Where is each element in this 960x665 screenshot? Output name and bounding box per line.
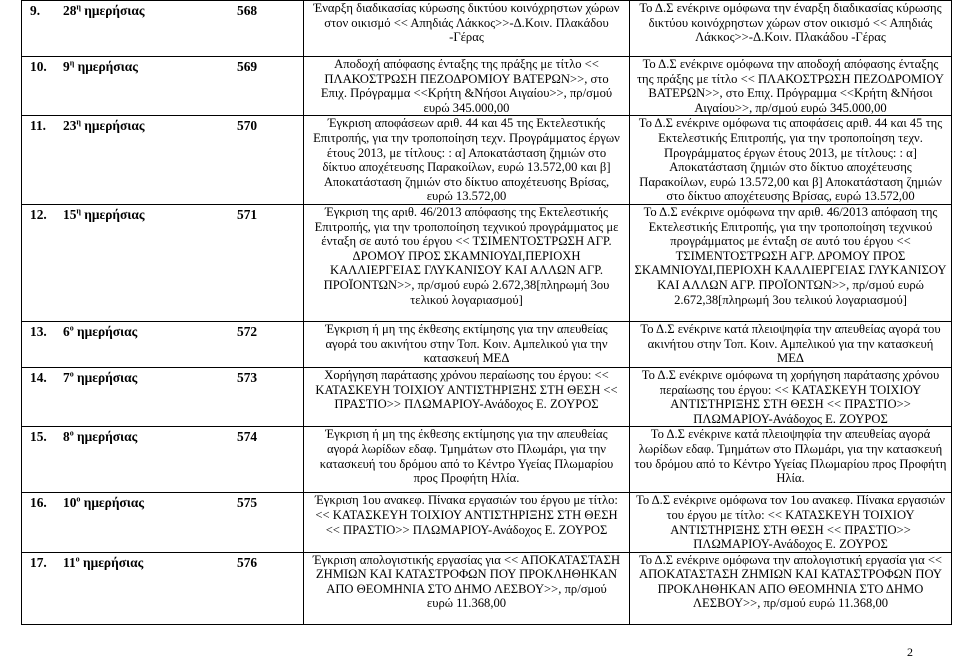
item-number: 11. xyxy=(30,118,46,134)
item-heading xyxy=(26,116,299,133)
agenda-ordinal: η xyxy=(76,206,81,216)
agenda-number: 10 xyxy=(63,495,77,511)
item-number: 14. xyxy=(30,369,47,385)
agenda-number: 8 xyxy=(63,429,70,445)
minutes-row xyxy=(22,204,952,321)
subject-cell xyxy=(304,493,630,552)
item-cell xyxy=(22,367,304,426)
item-heading xyxy=(26,205,299,222)
decision-text: Το Δ.Σ ενέκρινε ομόφωνα τη χορήγηση παράτασης χρόνου περαίωσης του έργου: << ΚΑΤΑΣΚΕΥΗ ΤΟΙΧΙΟΥ ΑΝΤΙΣΤΗΡΙΞΗΣ ΣΤΗ ΘΕΣΗ << ΠΡΑΣΤΙΟ>> ΠΛΩΜΑΡΙΟΥ-Ανάδοχος Ε. ΖΟΥΡΟΣ xyxy=(641,367,940,426)
agenda-item xyxy=(63,3,237,18)
item-heading xyxy=(26,368,299,385)
decision-number: 570 xyxy=(237,118,258,134)
subject-text: Έγκριση της αριθ. 46/2013 απόφασης της Εκτελεστικής Επιτροπής, για την τροποποίηση τεχνικού προγράμματος με ένταξη σε αυτό του έργου << ΤΣΙΜΕΝΤΟΣΤΡΩΣΗ ΑΓΡ. ΔΡΟΜΟΥ ΠΡΟΣ ΣΚΑΜΝΙΟΥΔΙ,ΠΕΡΙΟΧΗ ΚΑΛΛΙΕΡΓΕΙΑΣ ΓΛΥΚΑΝΙΣΟΥ ΚΑΙ ΑΛΛΩΝ ΑΓΡ. ΠΡΟΪΟΝΤΩΝ>>, πρ/σμού ευρώ 2.672,38[πληρωμή 3ου τελικού λογαριασμού] xyxy=(314,204,619,307)
decision-text: Το Δ.Σ ενέκρινε κατά πλειοψηφία την απευθείας αγορά του ακινήτου στην Τοπ. Κοιν. Αμπελικού για την κατασκευή ΜΕΔ xyxy=(640,321,941,366)
decision-number: 575 xyxy=(237,495,258,511)
agenda-number: 6 xyxy=(63,323,70,339)
agenda-label: ημερήσιας xyxy=(80,118,145,134)
minutes-row xyxy=(22,552,952,624)
agenda-item xyxy=(63,118,237,133)
minutes-row xyxy=(22,493,952,552)
decision-cell xyxy=(630,321,952,367)
item-cell xyxy=(22,1,304,57)
decision-number: 576 xyxy=(237,554,258,570)
item-heading xyxy=(26,1,299,18)
agenda-ordinal: η xyxy=(76,2,81,12)
subject-cell xyxy=(304,427,630,493)
subject-cell xyxy=(304,367,630,426)
agenda-ordinal: ο xyxy=(69,323,74,333)
minutes-table xyxy=(21,0,952,625)
agenda-number: 11 xyxy=(63,554,76,570)
subject-text: Έγκριση ή μη της έκθεσης εκτίμησης για την απευθείας αγορά λωρίδων εδαφ. Τμημάτων στο Πλωμάρι, για την κατασκευή του δρόμου από το Κέντρο Υγείας Πλωμαρίου προς Προφήτη Ηλία. xyxy=(319,427,614,486)
item-cell xyxy=(22,116,304,205)
subject-text: Έγκριση αποφάσεων αριθ. 44 και 45 της Εκτελεστικής Επιτροπής, για την τροποποίηση τεχν. Προγράμματος έργων έτους 2013, με τίτλους: : α] Αποκατάσταση ζημιών στο δίκτυο αποχέτευσης Παρακοίλων, ευρώ 13.572,00 και β] Αποκατάσταση ζημιών στο δίκτυο αποχέτευσης Βρίσας, ευρώ 13.572,00 xyxy=(313,116,620,204)
minutes-row xyxy=(22,57,952,116)
decision-text: Το Δ.Σ ενέκρινε ομόφωνα τον 1ου ανακεφ. Πίνακα εργασιών του έργου με τίτλο: << ΚΑΤΑΣΚΕΥΗ ΤΟΙΧΙΟΥ ΑΝΤΙΣΤΗΡΙΞΗΣ ΣΤΗ ΘΕΣΗ << ΠΡΑΣΤΙΟ>> ΠΛΩΜΑΡΙΟΥ-Ανάδοχος Ε. ΖΟΥΡΟΣ xyxy=(636,493,945,552)
decision-text: Το Δ.Σ ενέκρινε ομόφωνα τις αποφάσεις αριθ. 44 και 45 της Εκτελεστικής Επιτροπής, για την τροποποίηση τεχν. Προγράμματος έργων έτους 2013, με τίτλους: : α] Αποκατάσταση ζημιών στο δίκτυο αποχέτευσης Παρακοίλων, ευρώ 13.572,00 και β] Αποκατάσταση ζημιών στο δίκτυο αποχέτευσης Βρίσας, ευρώ 13.572,00 xyxy=(638,116,943,204)
agenda-number: 7 xyxy=(63,369,70,385)
item-number: 15. xyxy=(30,429,47,445)
item-number: 16. xyxy=(30,495,47,511)
agenda-item xyxy=(63,324,237,339)
subject-text: Έναρξη διαδικασίας κύρωσης δικτύου κοινόχρηστων χώρων στον οικισμό << Απηδιάς Λάκκος>>-Δ.Κοιν. Πλακάδου -Γέρας xyxy=(313,1,620,45)
item-number: 13. xyxy=(30,323,47,339)
agenda-number: 9 xyxy=(63,59,70,74)
decision-cell xyxy=(630,552,952,624)
decision-text: Το Δ.Σ ενέκρινε ομόφωνα την έναρξη διαδικασίας κύρωσης δικτύου κοινόχρηστων χώρων στον οικισμό << Απηδιάς Λάκκος>>-Δ.Κοιν. Πλακάδου -Γέρας xyxy=(639,1,942,45)
decision-number: 573 xyxy=(237,369,258,385)
item-heading xyxy=(26,427,299,444)
subject-text: Έγκριση απολογιστικής εργασίας για << ΑΠΟΚΑΤΑΣΤΑΣΗ ΖΗΜΙΩΝ ΚΑΙ ΚΑΤΑΣΤΡΟΦΩΝ ΠΟΥ ΠΡΟΚΛΗΘΗΚΑΝ ΑΠΟ ΘΕΟΜΗΝΙΑ ΣΤΟ ΔΗΜΟ ΛΕΣΒΟΥ>>, πρ/σμού ευρώ 11.368,00 xyxy=(312,552,621,611)
agenda-number: 15 xyxy=(63,206,77,222)
decision-text: Το Δ.Σ ενέκρινε κατά πλειοψηφία την απευθείας αγορά λωρίδων εδαφ. Τμημάτων στο Πλωμάρι, για την κατασκευή του δρόμου από το Κέντρο Υγείας Πλωμαρίου προς Προφήτη Ηλία. xyxy=(634,427,947,486)
item-cell xyxy=(22,427,304,493)
item-number: 17. xyxy=(30,554,47,570)
agenda-item xyxy=(63,370,237,385)
agenda-ordinal: ο xyxy=(69,369,74,379)
item-heading xyxy=(26,322,299,339)
minutes-row xyxy=(22,427,952,493)
subject-cell xyxy=(304,116,630,205)
decision-cell xyxy=(630,367,952,426)
decision-number: 571 xyxy=(237,206,258,222)
minutes-row xyxy=(22,321,952,367)
agenda-label: ημερήσιας xyxy=(80,206,145,222)
subject-cell xyxy=(304,321,630,367)
item-heading xyxy=(26,57,299,74)
item-heading xyxy=(26,553,299,570)
agenda-number: 28 xyxy=(63,3,77,18)
decision-text: Το Δ.Σ ενέκρινε ομόφωνα την αποδοχή απόφασης ένταξης της πράξης με τίτλο << ΠΛΑΚΟΣΤΡΩΣΗ ΠΕΖΟΔΡΟΜΙΟΥ ΒΑΤΕΡΩΝ>>, στο Επιχ. Πρόγραμμα <<Κρήτη &Νήσοι Αιγαίου>>, πρ/σμού ευρώ 345.000,00 xyxy=(637,57,944,115)
minutes-table-body xyxy=(22,1,952,625)
subject-cell xyxy=(304,1,630,57)
agenda-label: ημερήσιας xyxy=(73,369,138,385)
subject-text: Έγκριση 1ου ανακεφ. Πίνακα εργασιών του έργου με τίτλο: << ΚΑΤΑΣΚΕΥΗ ΤΟΙΧΙΟΥ ΑΝΤΙΣΤΗΡΙΞΗΣ ΣΤΗ ΘΕΣΗ << ΠΡΑΣΤΙΟ>> ΠΛΩΜΑΡΙΟΥ-Ανάδοχος Ε. ΖΟΥΡΟΣ xyxy=(315,493,618,537)
minutes-row xyxy=(22,367,952,426)
agenda-label: ημερήσιας xyxy=(80,495,144,511)
item-number: 10. xyxy=(30,59,47,74)
agenda-item xyxy=(63,207,237,222)
item-cell xyxy=(22,493,304,552)
decision-number: 569 xyxy=(237,59,258,74)
item-cell xyxy=(22,552,304,624)
agenda-item xyxy=(63,495,237,510)
page-number: 2 xyxy=(907,645,913,659)
decision-cell xyxy=(630,1,952,57)
subject-text: Αποδοχή απόφασης ένταξης της πράξης με τίτλο << ΠΛΑΚΟΣΤΡΩΣΗ ΠΕΖΟΔΡΟΜΙΟΥ ΒΑΤΕΡΩΝ>>, στο Επιχ. Πρόγραμμα <<Κρήτη &Νήσοι Αιγαίου>>, πρ/σμού ευρώ 345.000,00 xyxy=(320,57,613,115)
item-cell xyxy=(22,204,304,321)
agenda-item xyxy=(63,429,237,444)
decision-cell xyxy=(630,493,952,552)
subject-cell xyxy=(304,204,630,321)
decision-cell xyxy=(630,204,952,321)
item-cell xyxy=(22,321,304,367)
agenda-label: ημερήσιας xyxy=(80,3,145,18)
subject-cell xyxy=(304,552,630,624)
item-cell xyxy=(22,57,304,116)
decision-text: Το Δ.Σ ενέκρινε ομόφωνα την απολογιστική εργασία για << ΑΠΟΚΑΤΑΣΤΑΣΗ ΖΗΜΙΩΝ ΚΑΙ ΚΑΤΑΣΤΡΟΦΩΝ ΠΟΥ ΠΡΟΚΛΗΘΗΚΑΝ ΑΠΟ ΘΕΟΜΗΝΙΑ ΣΤΟ ΔΗΜΟ ΛΕΣΒΟΥ>>, πρ/σμού ευρώ 11.368,00 xyxy=(638,552,943,611)
agenda-label: ημερήσιας xyxy=(79,554,144,570)
agenda-label: ημερήσιας xyxy=(73,429,138,445)
subject-text: Χορήγηση παράτασης χρόνου περαίωσης του έργου: << ΚΑΤΑΣΚΕΥΗ ΤΟΙΧΙΟΥ ΑΝΤΙΣΤΗΡΙΞΗΣ ΣΤΗ ΘΕΣΗ << ΠΡΑΣΤΙΟ>> ΠΛΩΜΑΡΙΟΥ-Ανάδοχος Ε. ΖΟΥΡΟΣ xyxy=(315,367,618,412)
minutes-row xyxy=(22,116,952,205)
decision-cell xyxy=(630,116,952,205)
agenda-label: ημερήσιας xyxy=(73,323,138,339)
decision-number: 568 xyxy=(237,3,258,18)
agenda-number: 23 xyxy=(63,118,77,134)
agenda-ordinal: η xyxy=(76,117,81,127)
item-number: 9. xyxy=(30,3,41,18)
decision-cell xyxy=(630,427,952,493)
agenda-item xyxy=(63,555,237,570)
decision-number: 572 xyxy=(237,323,258,339)
subject-cell xyxy=(304,57,630,116)
decision-text: Το Δ.Σ ενέκρινε ομόφωνα την αριθ. 46/2013 απόφαση της Εκτελεστικής Επιτροπής, για την τροποποίηση τεχνικού προγράμματος με ένταξη σε αυτό του έργου << ΤΣΙΜΕΝΤΟΣΤΡΩΣΗ ΑΓΡ. ΔΡΟΜΟΥ ΠΡΟΣ ΣΚΑΜΝΙΟΥΔΙ,ΠΕΡΙΟΧΗ ΚΑΛΛΙΕΡΓΕΙΑΣ ΓΛΥΚΑΝΙΣΟΥ ΚΑΙ ΑΛΛΩΝ ΑΓΡ. ΠΡΟΪΟΝΤΩΝ>>, πρ/σμού ευρώ 2.672,38[πληρωμή 3ου τελικού λογαριασμού] xyxy=(634,204,947,307)
agenda-ordinal: ο xyxy=(69,428,74,438)
item-heading xyxy=(26,493,299,510)
agenda-ordinal: η xyxy=(69,58,75,68)
agenda-item xyxy=(63,59,237,74)
decision-number: 574 xyxy=(237,429,258,445)
item-number: 12. xyxy=(30,206,47,222)
decision-cell xyxy=(630,57,952,116)
agenda-ordinal: ο xyxy=(75,554,80,564)
agenda-label: ημερήσιας xyxy=(74,59,138,74)
subject-text: Έγκριση ή μη της έκθεσης εκτίμησης για την απευθείας αγορά του ακινήτου στην Τοπ. Κοιν. Αμπελικού για την κατασκευή ΜΕΔ xyxy=(325,321,608,366)
minutes-row xyxy=(22,1,952,57)
agenda-ordinal: ο xyxy=(76,494,81,504)
